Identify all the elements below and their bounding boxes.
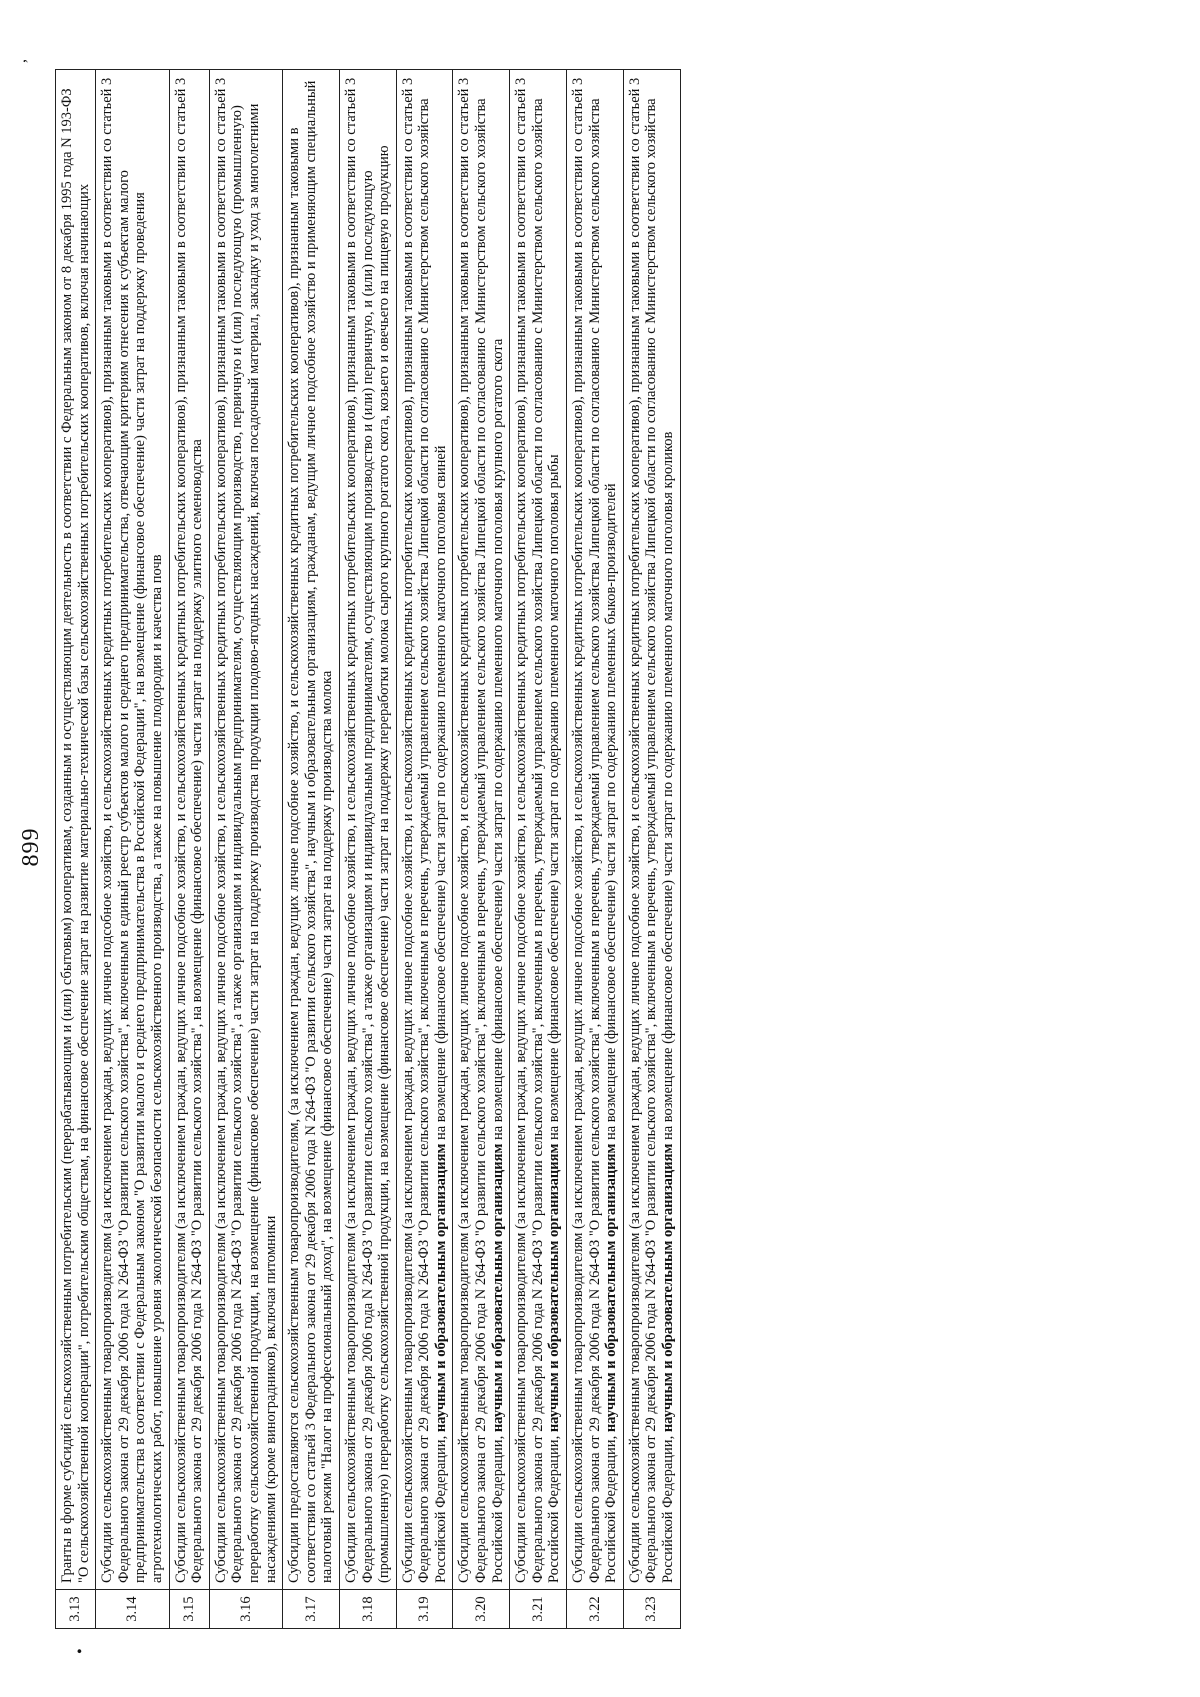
- row-number: 3.19: [396, 1590, 453, 1629]
- bold-text: научным и образовательным организациям: [546, 1143, 563, 1433]
- text-part: на возмещение (финансовое обеспечение) части затрат по содержанию племенных быков-производителей: [603, 483, 620, 1144]
- row-number: 3.14: [96, 1590, 169, 1629]
- bold-text: научным и образовательным организациям: [660, 1143, 676, 1433]
- bold-text: научным и образовательным организациям: [432, 1143, 449, 1433]
- row-text: Субсидии сельскохозяйственным товаропроизводителям (за исключением граждан, ведущих личное подсобное хозяйство, и сельскохозяйственных кредитных потребительских кооперативов), признанным таковыми в соответствии со статьей 3 Федерального закона от 29 декабря 2006 года N 264-ФЗ "О развитии сельского хозяйства", включенным в единый реестр субъектов малого и среднего предпринимательства, отвечающим критериям отнесения к субъектам малого предпринимательства в соответствии с Федеральным законом "О развитии малого и среднего предпринимательства в Российской Федерации", на возмещение (финансовое обеспечение) части затрат на поддержку проведения агротехнологических работ, повышение уровня экологической безопасности сельскохозяйственного производства, а также на повышение плодородия и качества почв: [96, 70, 169, 1590]
- table-row: [209, 70, 282, 1629]
- row-number: 3.18: [339, 1590, 396, 1629]
- row-number: 3.15: [169, 1590, 209, 1629]
- text-part: на возмещение (финансовое обеспечение) части затрат по содержанию племенного маточного поголовья рыбы: [546, 454, 563, 1144]
- text-part: Субсидии сельскохозяйственным товаропроизводителям (за исключением граждан, ведущих личное подсобное хозяйство, и сельскохозяйственных кредитных потребительских кооперативов), признанным таковыми в соответствии со статьей 3 Федерального закона от 29 декабря 2006 года N 264-ФЗ "О развитии сельского хозяйства", включенным в перечень, утверждаемый управлением сельского хозяйства Липецкой области по согласованию с Министерством сельского хозяйства Российской Федерации,: [570, 77, 620, 1583]
- text-part: на возмещение (финансовое обеспечение) части затрат по содержанию племенного маточного поголовья кроликов: [660, 431, 676, 1144]
- subsidies-table: [55, 69, 681, 1629]
- table-row: [283, 70, 340, 1629]
- row-text: Субсидии сельскохозяйственным товаропроизводителям (за исключением граждан, ведущих личное подсобное хозяйство, и сельскохозяйственных кредитных потребительских кооперативов), признанным таковыми в соответствии со статьей 3 Федерального закона от 29 декабря 2006 года N 264-ФЗ "О развитии сельского хозяйства", а также организациям и индивидуальным предпринимателям, осуществляющим производство и (или) первичную, и (или) последующую (промышленную) переработку сельскохозяйственной продукции, на возмещение (финансовое обеспечение) части затрат на поддержку переработки молока сырого крупного рогатого скота, козьего и овечьего на пищевую продукцию: [339, 70, 396, 1590]
- row-text: Гранты в форме субсидий сельскохозяйственным потребительским (перерабатывающим и (или) сбытовым) кооперативам, созданным и осуществляющим деятельность в соответствии с Федеральным законом от 8 декабря 1995 года N 193-ФЗ "О сельскохозяйственной кооперации", потребительским обществам, на финансовое обеспечение затрат на развитие материально-технической базы сельскохозяйственных потребительских кооперативов, включая начинающих: [56, 70, 96, 1590]
- table-row: [567, 70, 624, 1629]
- row-text: Субсидии сельскохозяйственным товаропроизводителям (за исключением граждан, ведущих личное подсобное хозяйство, и сельскохозяйственных кредитных потребительских кооперативов), признанным таковыми в соответствии со статьей 3 Федерального закона от 29 декабря 2006 года N 264-ФЗ "О развитии сельского хозяйства", а также организациям и индивидуальным предпринимателям, осуществляющим производство, первичную и (или) последующую (промышленную) переработку сельскохозяйственной продукции, на возмещение (финансовое обеспечение) части затрат на поддержку производства продукции плодово-ягодных насаждений, включая посадочный материал, закладку и уход за многолетними насаждениями (кроме виноградников), включая питомники: [209, 70, 282, 1590]
- text-part: Субсидии сельскохозяйственным товаропроизводителям (за исключением граждан, ведущих личное подсобное хозяйство, и сельскохозяйственных кредитных потребительских кооперативов), признанным таковыми в соответствии со статьей 3 Федерального закона от 29 декабря 2006 года N 264-ФЗ "О развитии сельского хозяйства", включенным в перечень, утверждаемый управлением сельского хозяйства Липецкой области по согласованию с Министерством сельского хозяйства Российской Федерации,: [513, 77, 563, 1583]
- text-part: на возмещение (финансовое обеспечение) части затрат по содержанию племенного маточного поголовья свиней: [432, 445, 449, 1144]
- table-row: [453, 70, 510, 1629]
- row-text: [510, 70, 567, 1590]
- row-number: 3.23: [623, 1590, 680, 1629]
- table-row: [396, 70, 453, 1629]
- scan-mark: •: [72, 1648, 89, 1654]
- row-number: 3.17: [283, 1590, 340, 1629]
- row-text: [567, 70, 624, 1590]
- row-number: 3.13: [56, 1590, 96, 1629]
- row-text: Субсидии сельскохозяйственным товаропроизводителям (за исключением граждан, ведущих личное подсобное хозяйство, и сельскохозяйственных кредитных потребительских кооперативов), признанным таковыми в соответствии со статьей 3 Федерального закона от 29 декабря 2006 года N 264-ФЗ "О развитии сельского хозяйства", на возмещение (финансовое обеспечение) части затрат на поддержку элитного семеноводства: [169, 70, 209, 1590]
- bold-text: научным и образовательным организациям: [603, 1143, 620, 1433]
- table-row: [339, 70, 396, 1629]
- row-text: [623, 70, 680, 1590]
- scan-dot: ,: [12, 59, 29, 63]
- table-row: [56, 70, 96, 1629]
- row-text: [453, 70, 510, 1590]
- row-number: 3.22: [567, 1590, 624, 1629]
- row-text: [396, 70, 453, 1590]
- text-part: Субсидии сельскохозяйственным товаропроизводителям (за исключением граждан, ведущих личное подсобное хозяйство, и сельскохозяйственных кредитных потребительских кооперативов), признанным таковыми в соответствии со статьей 3 Федерального закона от 29 декабря 2006 года N 264-ФЗ "О развитии сельского хозяйства", включенным в перечень, утверждаемый управлением сельского хозяйства Липецкой области по согласованию с Министерством сельского хозяйства Российской Федерации,: [626, 77, 676, 1583]
- row-number: 3.20: [453, 1590, 510, 1629]
- text-part: на возмещение (финансовое обеспечение) части затрат по содержанию племенного маточного поголовья крупного рогатого скота: [489, 338, 506, 1144]
- row-number: 3.16: [209, 1590, 282, 1629]
- text-part: Субсидии сельскохозяйственным товаропроизводителям (за исключением граждан, ведущих личное подсобное хозяйство, и сельскохозяйственных кредитных потребительских кооперативов), признанным таковыми в соответствии со статьей 3 Федерального закона от 29 декабря 2006 года N 264-ФЗ "О развитии сельского хозяйства", включенным в перечень, утверждаемый управлением сельского хозяйства Липецкой области по согласованию с Министерством сельского хозяйства Российской Федерации,: [456, 77, 506, 1583]
- row-text: Субсидии предоставляются сельскохозяйственным товаропроизводителям, (за исключением граждан, ведущих личное подсобное хозяйство, и сельскохозяйственных кредитных потребительских кооперативов), признанным таковыми в соответствии со статьей 3 Федерального закона от 29 декабря 2006 года N 264-ФЗ "О развитии сельского хозяйства", научным и образовательным организациям, гражданам, ведущим личное подсобное хозяйство и применяющим специальный налоговый режим "Налог на профессиональный доход", на возмещение (финансовое обеспечение) части затрат на поддержку производства молока: [283, 70, 340, 1590]
- table-row: [510, 70, 567, 1629]
- table-row: [96, 70, 169, 1629]
- table-row: [623, 70, 680, 1629]
- page-number: 899: [18, 827, 44, 867]
- table-row: [169, 70, 209, 1629]
- bold-text: научным и образовательным организациям: [489, 1143, 506, 1433]
- text-part: Субсидии сельскохозяйственным товаропроизводителям (за исключением граждан, ведущих личное подсобное хозяйство, и сельскохозяйственных кредитных потребительских кооперативов), признанным таковыми в соответствии со статьей 3 Федерального закона от 29 декабря 2006 года N 264-ФЗ "О развитии сельского хозяйства", включенным в перечень, утверждаемый управлением сельского хозяйства Липецкой области по согласованию с Министерством сельского хозяйства Российской Федерации,: [399, 77, 449, 1583]
- row-number: 3.21: [510, 1590, 567, 1629]
